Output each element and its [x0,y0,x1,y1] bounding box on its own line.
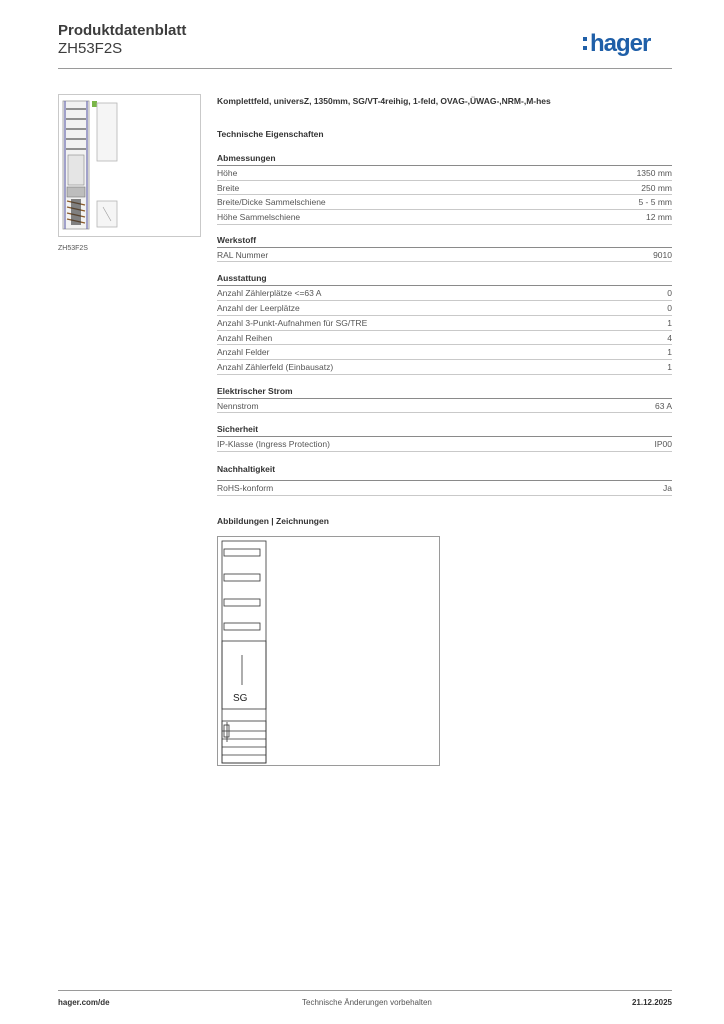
product-description: Komplettfeld, universZ, 1350mm, SG/VT-4reihig, 1-feld, OVAG-,ÜWAG-,NRM-,M-hes [217,96,551,106]
spec-row [217,181,672,196]
spec-label: Nennstrom [217,400,259,411]
spec-label: Breite/Dicke Sammelschiene [217,197,326,208]
spec-value: 1 [667,361,672,372]
section-title: Elektrischer Strom [217,384,672,399]
section-nachhaltigkeit [217,461,672,496]
spec-row [217,481,672,496]
spec-row [217,437,672,452]
footer-date: 21.12.2025 [631,998,672,1007]
spec-label: RoHS-konform [217,482,274,493]
spec-row [217,301,672,316]
section-title: Nachhaltigkeit [217,461,672,481]
page-title: Produktdatenblatt [58,22,187,39]
spec-row [217,286,672,301]
logo-text: hager [590,30,651,57]
product-code: ZH53F2S [58,40,123,57]
spec-label: Anzahl Zählerfeld (Einbausatz) [217,361,334,372]
spec-value: IP00 [654,439,672,450]
spec-label: Anzahl 3-Punkt-Aufnahmen für SG/TRE [217,317,368,328]
spec-value: 0 [667,288,672,299]
spec-value: 250 mm [641,182,672,193]
tech-properties-heading: Technische Eigenschaften [217,129,324,139]
spec-value: 12 mm [646,212,672,223]
hager-logo [590,30,650,58]
spec-label: Höhe [217,168,238,178]
footer-note: Technische Änderungen vorbehalten [302,998,432,1007]
spec-value: Ja [663,482,672,493]
spec-label: Anzahl Felder [217,347,270,358]
product-image-caption: ZH53F2S [58,245,88,252]
section-werkstoff [217,233,672,263]
spec-value: 9010 [653,249,672,260]
footer-website-link[interactable]: hager.com/de [58,998,110,1007]
spec-value: 1350 mm [636,168,672,178]
section-elektrischer-strom [217,384,672,414]
section-title: Werkstoff [217,233,672,248]
spec-value: 4 [667,332,672,343]
spec-row [217,248,672,263]
technical-drawing [217,536,440,766]
spec-row [217,210,672,225]
section-sicherheit [217,422,672,452]
spec-label: Breite [217,182,240,193]
spec-row [217,331,672,346]
spec-label: RAL Nummer [217,249,269,260]
footer-divider [58,990,672,991]
technical-drawing-graphic [218,537,439,765]
spec-row [217,399,672,414]
spec-row [217,195,672,210]
product-image-graphic [59,95,200,236]
section-abmessungen [217,151,672,225]
section-title: Abmessungen [217,151,672,166]
spec-label: Anzahl Reihen [217,332,273,343]
spec-row [217,345,672,360]
header-divider [58,68,672,69]
section-ausstattung [217,271,672,374]
spec-label: Höhe Sammelschiene [217,212,301,223]
product-details [217,96,672,496]
spec-label: IP-Klasse (Ingress Protection) [217,439,330,450]
spec-row [217,166,672,181]
spec-value: 0 [667,303,672,314]
spec-label: Anzahl der Leerplätze [217,303,300,314]
section-title: Ausstattung [217,271,672,286]
spec-value: 63 A [654,400,672,411]
section-title: Sicherheit [217,422,672,437]
spec-value: 1 [667,317,672,328]
logo-dots-icon [583,37,587,51]
figures-heading: Abbildungen | Zeichnungen [217,516,329,526]
spec-value: 5 - 5 mm [638,197,672,208]
spec-row [217,360,672,375]
drawing-sg-label: SG [233,693,248,704]
spec-row [217,316,672,331]
product-image [58,94,201,237]
spec-value: 1 [667,347,672,358]
spec-label: Anzahl Zählerplätze <=63 A [217,288,322,299]
